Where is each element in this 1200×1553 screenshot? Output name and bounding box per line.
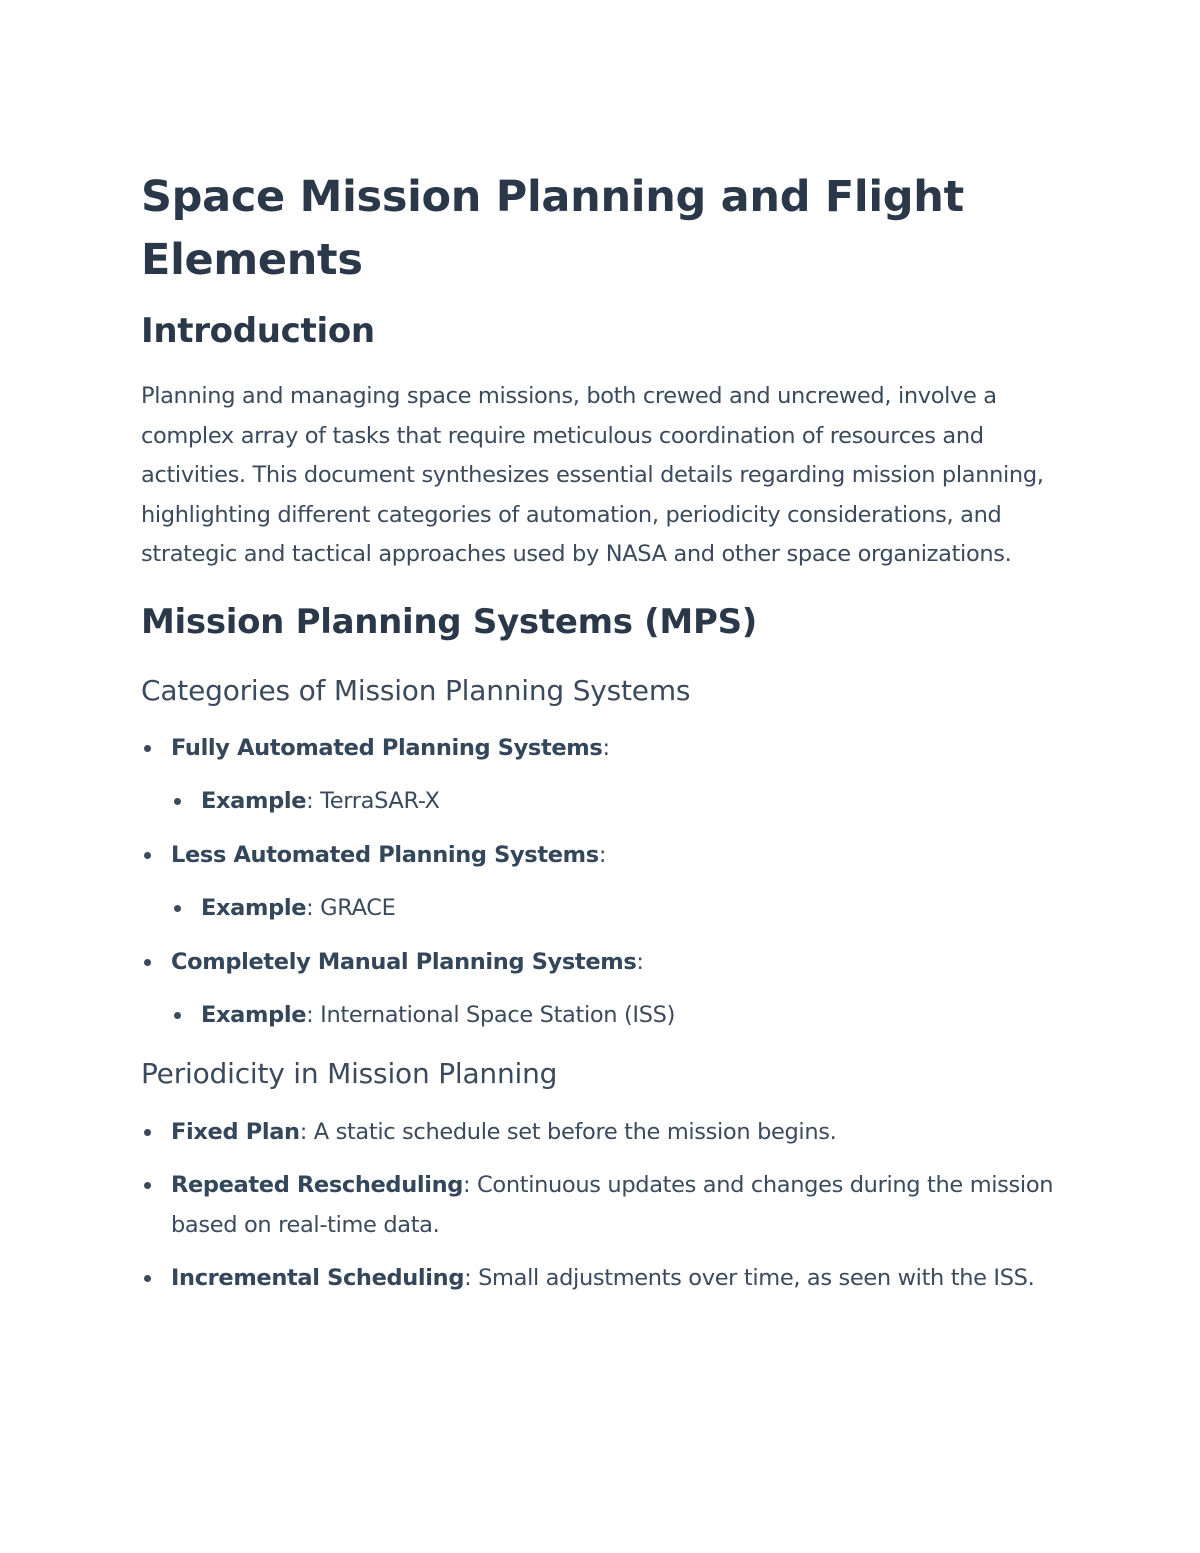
periodicity-label: Repeated Rescheduling xyxy=(171,1172,464,1198)
document-title: Space Mission Planning and Flight Elements xyxy=(141,172,964,285)
category-suffix: : xyxy=(636,948,644,975)
periodicity-text: : Continuous updates and changes during the mission based on real-time data. xyxy=(171,1172,1054,1238)
list-item xyxy=(141,1259,1066,1299)
introduction-paragraph: Planning and managing space missions, both crewed and uncrewed, involve a complex array of tasks that require meticulous coordination of resources and activities. This document synthesizes essential details regarding mission planning, highlighting different categories of automation, periodicity considerations, and strategic and tactical approaches used by NASA and other space organizations. xyxy=(141,383,1044,567)
list-item xyxy=(141,1113,1066,1153)
periodicity-heading: Periodicity in Mission Planning xyxy=(141,1056,558,1090)
categories-list xyxy=(141,729,1066,1036)
list-item xyxy=(141,943,1066,983)
category-suffix: : xyxy=(598,841,607,868)
categories-heading: Categories of Mission Planning Systems xyxy=(141,673,691,707)
periodicity-text: : A static schedule set before the mission begins. xyxy=(299,1118,837,1145)
example-value: : International Space Station (ISS) xyxy=(306,1002,675,1028)
category-suffix: : xyxy=(602,734,610,761)
list-item xyxy=(141,836,1066,876)
example-label: Example xyxy=(201,895,307,921)
category-label: Less Automated Planning Systems xyxy=(171,841,599,868)
list-item xyxy=(171,782,1066,822)
periodicity-label: Incremental Scheduling xyxy=(171,1265,465,1291)
list-item xyxy=(171,889,1066,929)
periodicity-label: Fixed Plan xyxy=(171,1118,300,1145)
example-value: : GRACE xyxy=(306,895,396,921)
list-item xyxy=(171,996,1066,1036)
periodicity-text: : Small adjustments over time, as seen with the ISS. xyxy=(464,1265,1035,1291)
mps-heading: Mission Planning Systems (MPS) xyxy=(141,601,757,642)
example-label: Example xyxy=(201,1002,307,1028)
list-item xyxy=(141,1166,1066,1245)
list-item xyxy=(141,729,1066,769)
periodicity-list xyxy=(141,1113,1066,1299)
document-content xyxy=(141,166,1066,1299)
introduction-heading: Introduction xyxy=(141,311,375,351)
example-value: : TerraSAR-X xyxy=(306,788,440,814)
category-label: Completely Manual Planning Systems xyxy=(171,948,637,975)
category-label: Fully Automated Planning Systems xyxy=(171,734,603,761)
example-label: Example xyxy=(201,788,307,814)
